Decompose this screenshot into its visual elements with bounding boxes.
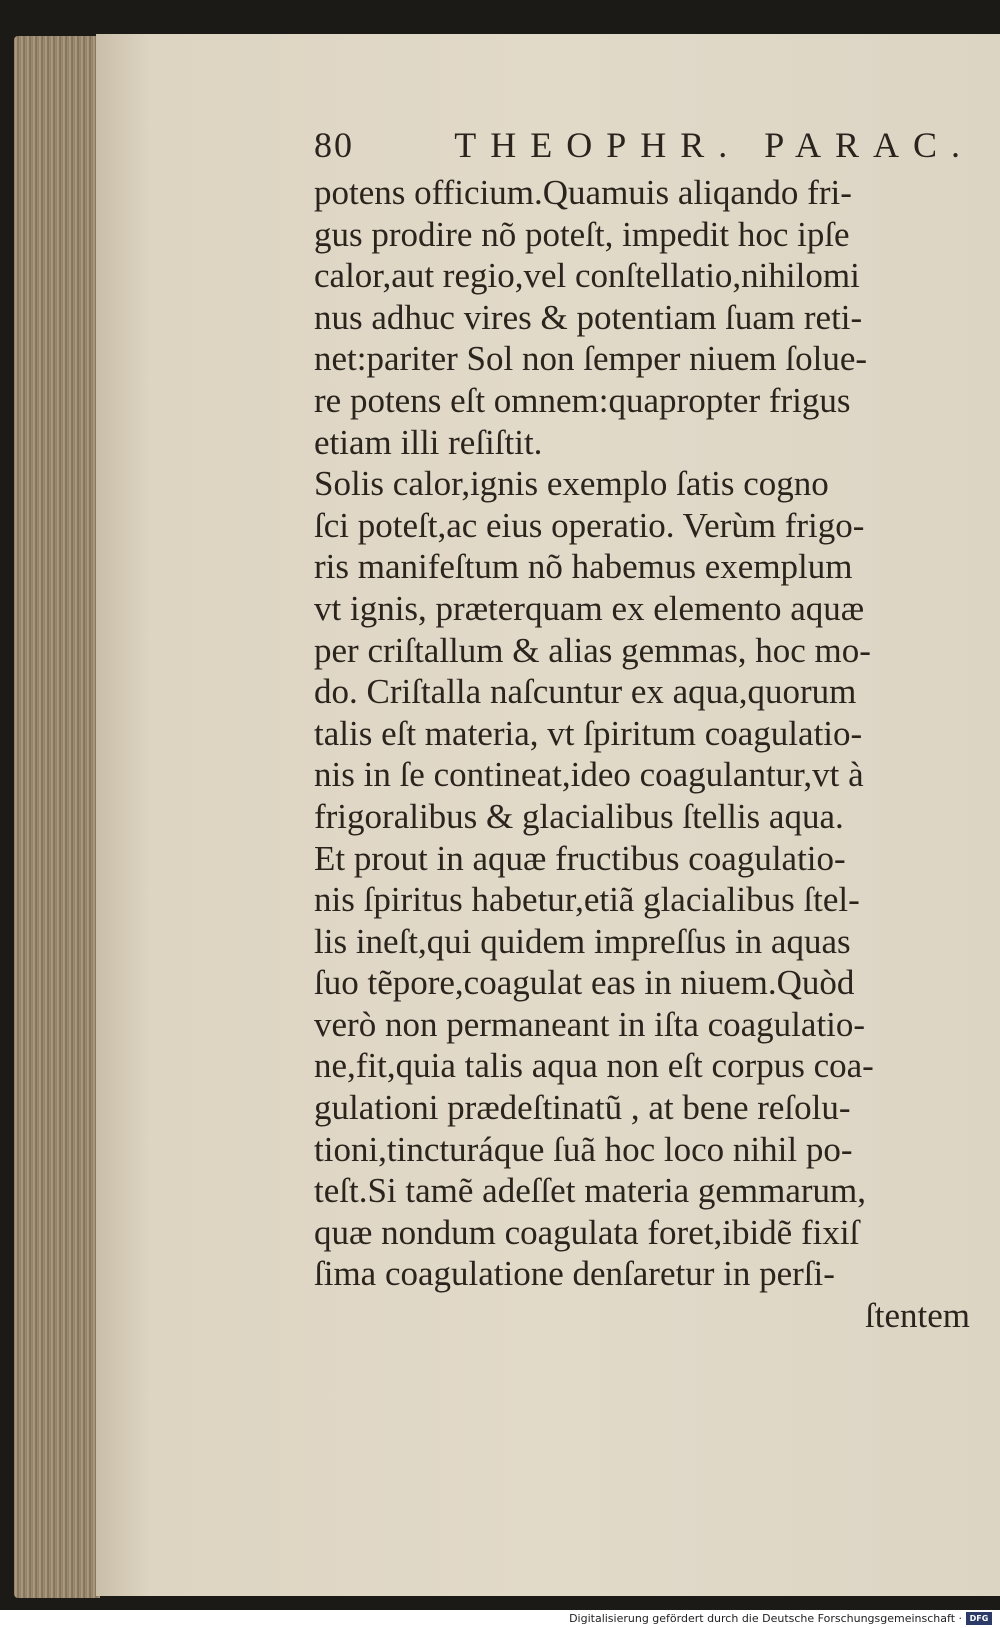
- text-line: ne,fit,quia talis aqua non eſt corpus coa-: [314, 1046, 874, 1086]
- text-line: teſt.Si tamẽ adeſſet materia gemmarum,: [314, 1171, 867, 1211]
- footer-bar: [0, 1610, 1000, 1628]
- text-line: talis eſt materia, vt ſpiritum coagulatio-: [314, 713, 863, 753]
- text-line: net:pariter Sol non ſemper niuem ſolue-: [314, 339, 868, 379]
- text-line: Et prout in aquæ fructibus coagulatio-: [314, 838, 846, 878]
- text-line: vt ignis, præterquam ex elemento aquæ: [314, 588, 865, 628]
- text-line: potens officium.Quamuis aliqando fri-: [314, 173, 852, 212]
- text-line: nis ſpiritus habetur,etiã glacialibus ſtel-: [314, 880, 860, 920]
- text-block: [314, 124, 974, 1337]
- text-line: nus adhuc vires & potentiam ſuam reti-: [314, 297, 863, 337]
- book-page: [96, 34, 1000, 1596]
- text-line: ſuo tẽpore,coagulat eas in niuem.Quòd: [314, 963, 855, 1003]
- page-number: 80: [314, 125, 354, 165]
- text-line: gulationi prædeſtinatũ , at bene reſolu-: [314, 1088, 851, 1128]
- text-line: lis ineſt,qui quidem impreſſus in aquas: [314, 921, 851, 961]
- funding-notice: Digitalisierung gefördert durch die Deutsche Forschungsgemeinschaft ·: [569, 1612, 962, 1625]
- running-title: THEOPHR. PARAC.: [454, 125, 974, 165]
- text-line: verò non permaneant in iſta coagulatio-: [314, 1004, 866, 1044]
- text-line: ris manifeſtum nõ habemus exemplum: [314, 547, 853, 587]
- text-line: nis in ſe contineat,ideo coagulantur,vt à: [314, 755, 864, 795]
- text-line: quæ nondum coagulata foret,ibidẽ fixiſ: [314, 1212, 860, 1252]
- dfg-logo-icon: DFG: [966, 1612, 992, 1625]
- catchword: ſtentem: [865, 1296, 970, 1336]
- text-line: calor,aut regio,vel conſtellatio,nihilomi: [314, 256, 860, 296]
- text-line: Solis calor,ignis exemplo ſatis cogno: [314, 464, 829, 504]
- body-text: [314, 172, 974, 1295]
- text-line: per criſtallum & alias gemmas, hoc mo-: [314, 630, 871, 670]
- book-edge: [14, 36, 100, 1598]
- text-line: re potens eſt omnem:quapropter frigus: [314, 380, 851, 420]
- text-line: gus prodire nõ poteſt, impedit hoc ipſe: [314, 214, 850, 254]
- running-header: [314, 124, 974, 166]
- text-line: frigoralibus & glacialibus ſtellis aqua.: [314, 796, 844, 836]
- text-line: ſima coagulatione denſaretur in perſi-: [314, 1254, 835, 1294]
- text-line: ſci poteſt,ac eius operatio. Verùm frigo-: [314, 505, 865, 545]
- text-line: tioni,tincturáque ſuã hoc loco nihil po-: [314, 1129, 853, 1169]
- text-line: etiam illi reſiſtit.: [314, 422, 543, 462]
- text-line: do. Criſtalla naſcuntur ex aqua,quorum: [314, 672, 857, 712]
